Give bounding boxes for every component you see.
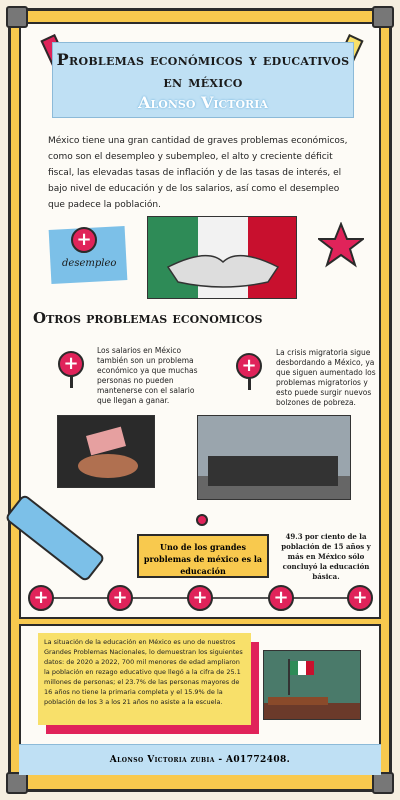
education-stat: 49.3 por ciento de la población de 15 años y más en México sólo concluyó la educación básica. — [281, 532, 371, 581]
author-name: Alonso Victoria — [138, 93, 268, 112]
pushpin-icon: + — [347, 585, 373, 611]
problem-salarios: Los salarios en México también son un problema económico ya que muchas personas no pueden mantenerse con el salario que llegan a ganar. — [97, 346, 198, 405]
books-flag-image — [263, 650, 361, 720]
pushpin-icon: + — [58, 351, 84, 377]
pushpin-icon: + — [236, 353, 262, 379]
pushpin-icon: + — [187, 585, 213, 611]
handshake-image — [147, 216, 297, 299]
footer-credit: Alonso Victoria zubia - A01772408. — [19, 744, 381, 775]
sign-hook — [196, 514, 208, 526]
problem-migracion: La crisis migratoria sigue desbordando a México, ya que siguen aumentado los problemas migratorios y esto puede surgir nuevos bolzones de pobreza. — [276, 348, 376, 407]
education-paragraph: La situación de la educación en México es uno de nuestros Grandes Problemas Nacionales, lo demuestran los siguientes datos: de 2020 a 2022, 700 mil menores de edad ampliaron la población en rezago educativo que llegó a la cifra de 25.1 millones de personas; el 23.7% de las personas mayores de 16 años no tiene la primaria completa y el 15.9% de la población de los 3 a los 21 años no asiste a la escuela. — [38, 633, 251, 725]
pushpin-icon: + — [71, 227, 97, 253]
pushpin-icon: + — [28, 585, 54, 611]
title-banner — [52, 42, 354, 118]
pushpin-icon: + — [268, 585, 294, 611]
migrants-image — [197, 415, 351, 500]
desempleo-label: desempleo — [62, 258, 117, 269]
corner-clip-icon — [6, 772, 28, 794]
corner-clip-icon — [372, 772, 394, 794]
pushpin-stem — [70, 376, 73, 388]
page-title: Problemas económicos y educativos en méxico — [56, 50, 350, 91]
money-hands-image — [57, 415, 155, 488]
pushpin-icon: + — [107, 585, 133, 611]
section-other-problems: Otros problemas economicos — [33, 309, 263, 327]
corner-clip-icon — [6, 6, 28, 28]
star-icon — [318, 222, 364, 272]
corner-clip-icon — [372, 6, 394, 28]
intro-paragraph: México tiene una gran cantidad de graves problemas económicos, como son el desempleo y subempleo, el alto y creciente déficit fiscal, las elevadas tasas de inflación y de las tasas de interés, el bajo nivel de educación y de los salarios, así como el desempleo que padece la población. — [48, 136, 348, 210]
education-sign: Uno de los grandes problemas de méxico es la educación — [137, 534, 269, 578]
pushpin-stem — [248, 378, 251, 390]
